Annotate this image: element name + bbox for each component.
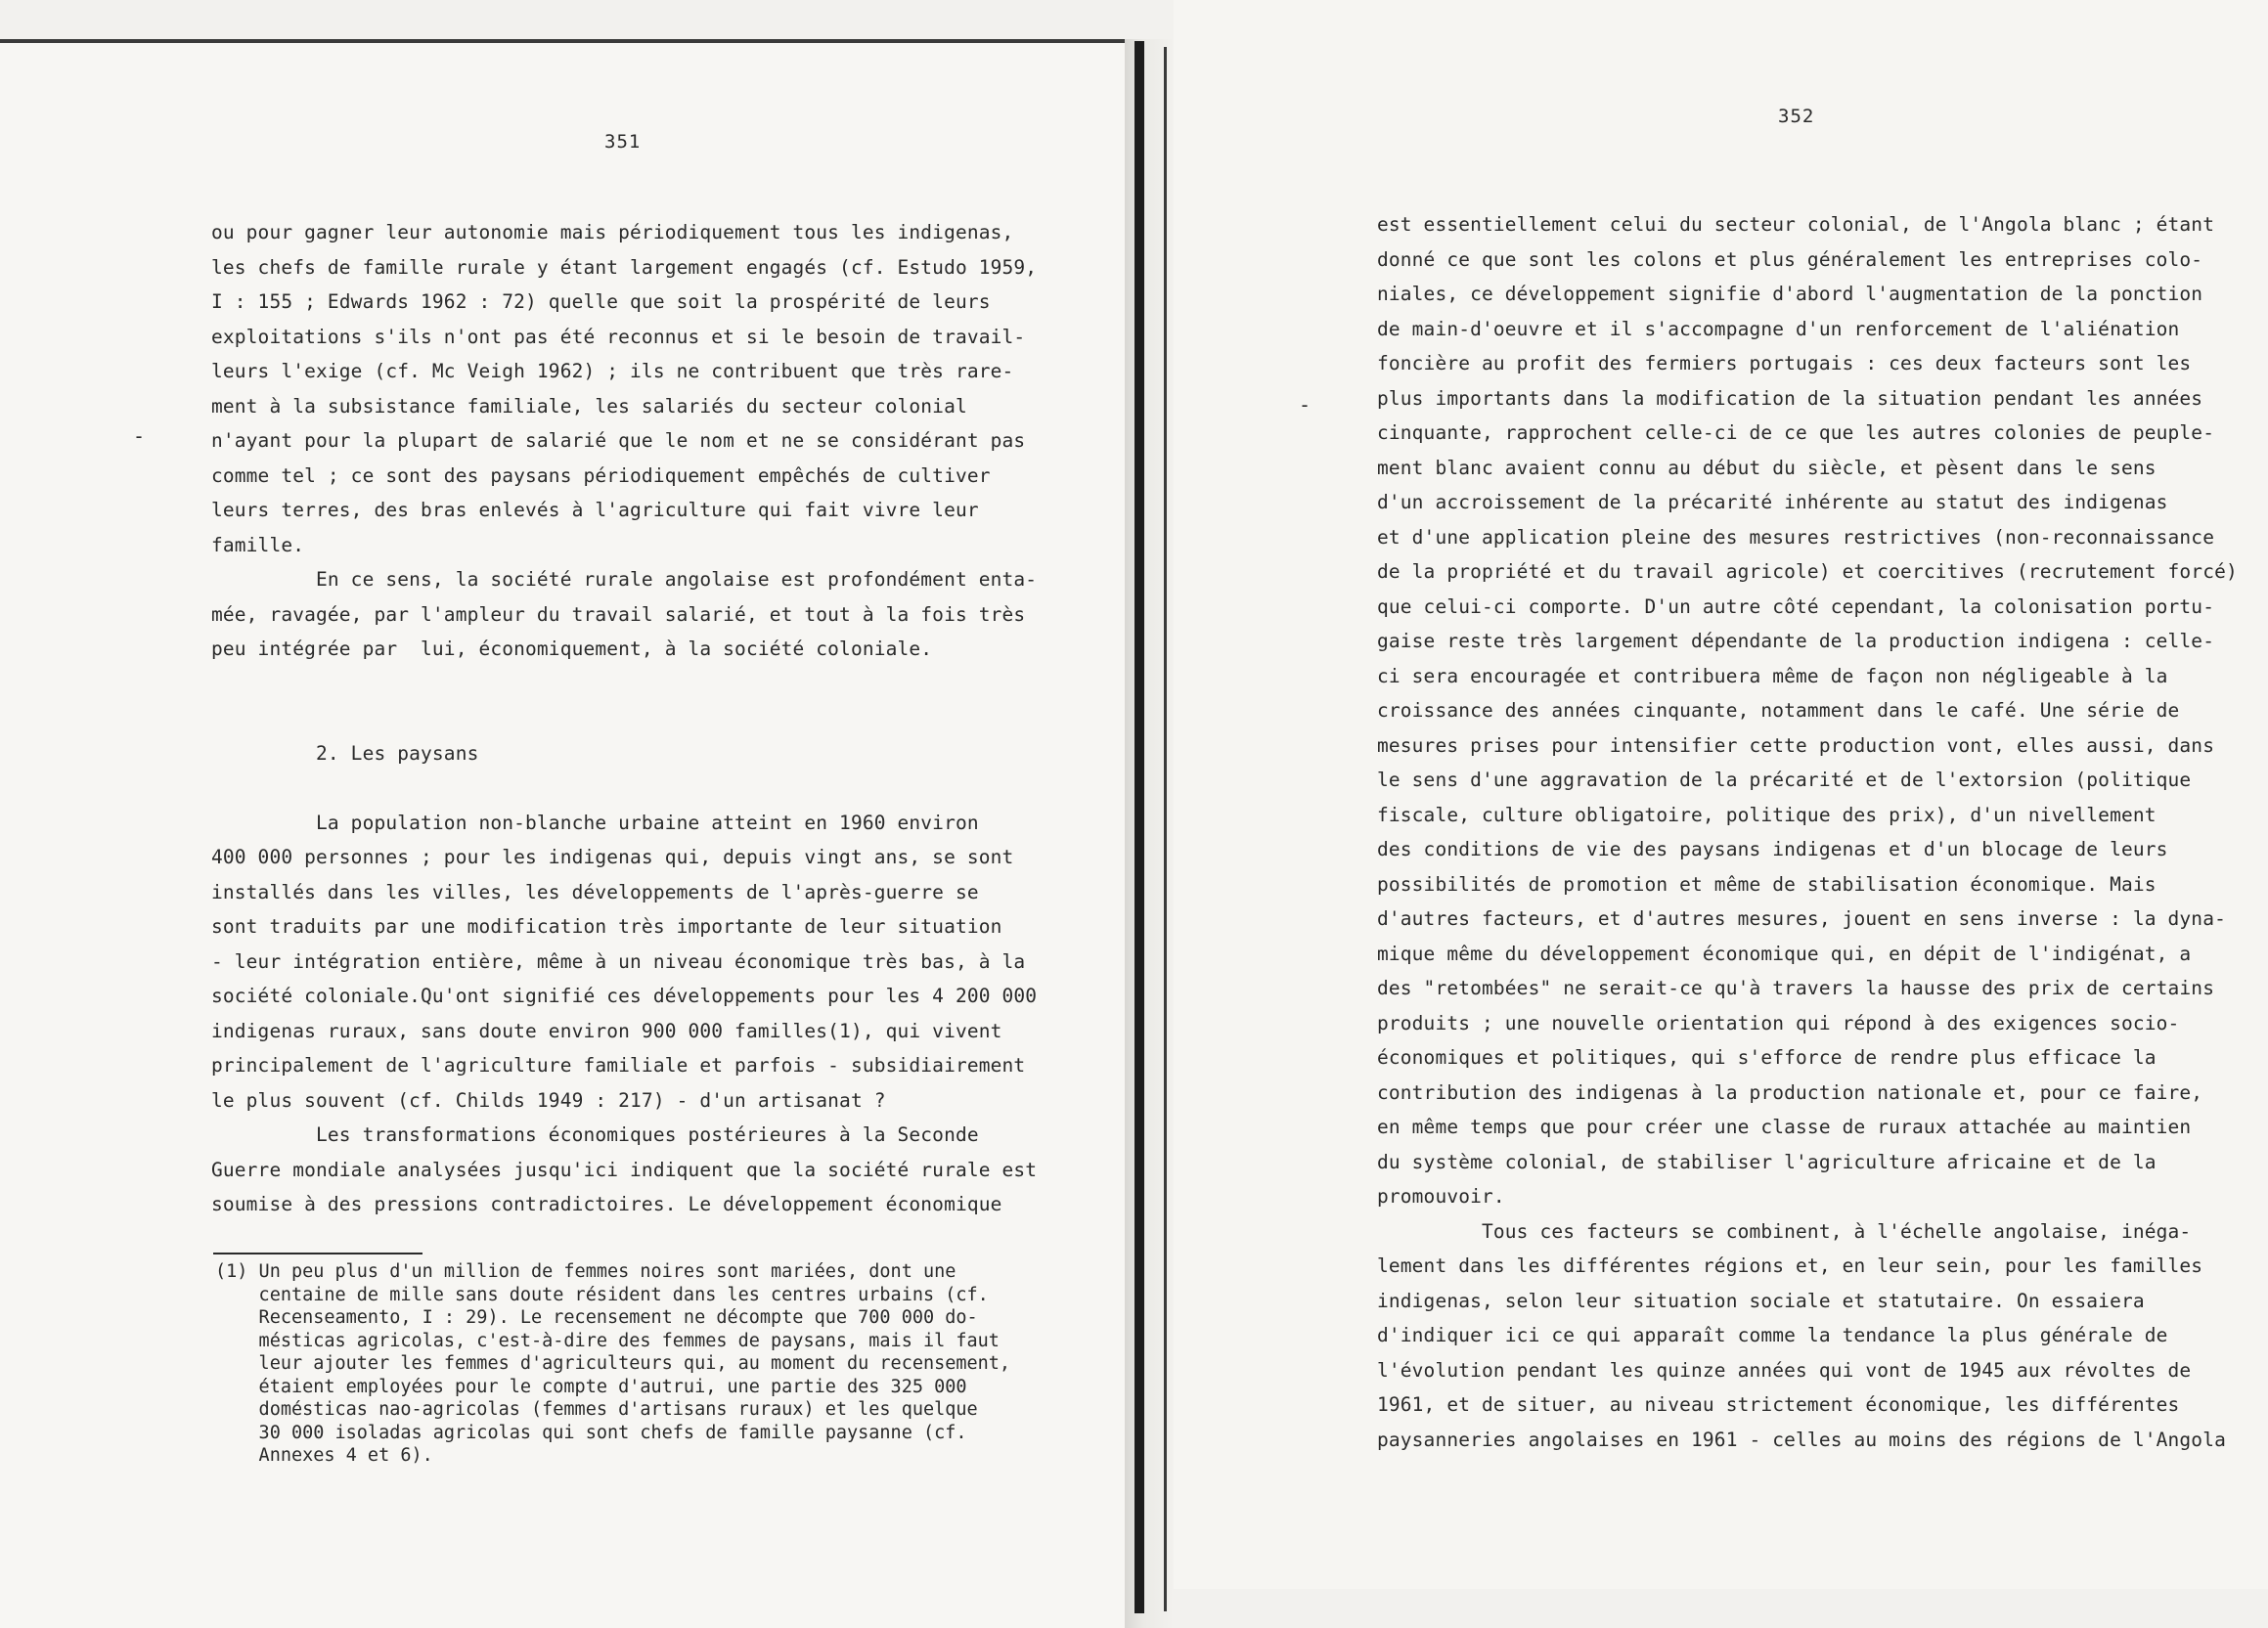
text-line: et d'une application pleine des mesures restrictives (non-reconnaissance	[1377, 525, 2215, 549]
text-line	[211, 770, 1037, 806]
text-line: Tous ces facteurs se combinent, à l'échelle angolaise, inéga-	[1377, 1219, 2192, 1243]
text-line: soumise à des pressions contradictoires. Le développement économique	[211, 1193, 1002, 1215]
text-line: produits ; une nouvelle orientation qui répond à des exigences socio-	[1377, 1011, 2180, 1034]
text-line: que celui-ci comporte. D'un autre côté cependant, la colonisation portu-	[1377, 594, 2215, 618]
text-line: plus importants dans la modification de la situation pendant les années	[1377, 386, 2203, 410]
text-line: mésticas agricolas, c'est-à-dire des femmes de paysans, mais il faut	[215, 1330, 1000, 1351]
text-line: 400 000 personnes ; pour les indigenas qui, depuis vingt ans, se sont	[211, 846, 1014, 868]
text-line: du système colonial, de stabiliser l'agriculture africaine et de la	[1377, 1150, 2157, 1173]
text-line	[211, 667, 1037, 702]
text-line: leurs terres, des bras enlevés à l'agriculture qui fait vivre leur	[211, 499, 979, 521]
text-line: sont traduits par une modification très importante de leur situation	[211, 915, 1002, 938]
body-text	[211, 215, 1037, 1222]
text-line: Recenseamento, I : 29). Le recensement ne décompte que 700 000 do-	[215, 1307, 978, 1328]
text-line: famille.	[211, 533, 305, 556]
text-line: leur ajouter les femmes d'agriculteurs qui, au moment du recensement,	[215, 1353, 1011, 1374]
text-line: des conditions de vie des paysans indigenas et d'un blocage de leurs	[1377, 838, 2168, 860]
text-line: centaine de mille sans doute résident dans les centres urbains (cf.	[215, 1284, 989, 1305]
text-line: économiques et politiques, qui s'efforce de rendre plus efficace la	[1377, 1046, 2157, 1069]
text-line: Guerre mondiale analysées jusqu'ici indiquent que la société rurale est	[211, 1158, 1038, 1181]
text-line: ou pour gagner leur autonomie mais périodiquement tous les indigenas,	[211, 221, 1014, 243]
text-line: 30 000 isoladas agricolas qui sont chefs de famille paysanne (cf.	[215, 1422, 967, 1443]
text-line: niales, ce développement signifie d'abord l'augmentation de la ponction	[1377, 283, 2203, 305]
text-line: En ce sens, la société rurale angolaise est profondément enta-	[211, 568, 1038, 591]
text-line: 1961, et de situer, au niveau strictement économique, les différentes	[1377, 1393, 2180, 1416]
margin-mark: -	[133, 424, 146, 448]
text-line: Annexes 4 et 6).	[215, 1445, 433, 1466]
text-line: paysanneries angolaises en 1961 - celles au moins des régions de l'Angola	[1377, 1428, 2226, 1451]
text-line: mique même du développement économique qui, en dépit de l'indigénat, a	[1377, 942, 2192, 965]
text-line: promouvoir.	[1377, 1185, 1505, 1208]
text-line: ment à la subsistance familiale, les salariés du secteur colonial	[211, 394, 967, 418]
text-line: de main-d'oeuvre et il s'accompagne d'un renforcement de l'aliénation	[1377, 317, 2180, 340]
text-line: La population non-blanche urbaine atteint en 1960 environ	[211, 811, 979, 834]
text-line: l'évolution pendant les quinze années qui vont de 1945 aux révoltes de	[1377, 1358, 2192, 1382]
page-number: 352	[1778, 106, 1815, 127]
text-line: domésticas nao-agricolas (femmes d'artisans ruraux) et les quelque	[215, 1399, 978, 1420]
text-line: croissance des années cinquante, notamment dans le café. Une série de	[1377, 699, 2180, 722]
text-line: possibilités de promotion et même de stabilisation économique. Mais	[1377, 872, 2157, 896]
text-line: d'un accroissement de la précarité inhérente au statut des indigenas	[1377, 491, 2168, 513]
text-line: (1) Un peu plus d'un million de femmes noires sont mariées, dont une	[215, 1261, 956, 1282]
text-line: ci sera encouragée et contribuera même de façon non négligeable à la	[1377, 664, 2168, 687]
page-number: 351	[604, 131, 642, 153]
text-line: étaient employées pour le compte d'autrui, une partie des 325 000	[215, 1376, 967, 1397]
text-line: installés dans les villes, les développements de l'après-guerre se	[211, 880, 979, 903]
right-page	[1174, 0, 2268, 1589]
text-line: les chefs de famille rurale y étant largement engagés (cf. Estudo 1959,	[211, 255, 1038, 279]
text-line: des "retombées" ne serait-ce qu'à travers la hausse des prix de certains	[1377, 977, 2215, 999]
gutter-edge	[1164, 47, 1167, 1611]
body-text	[1377, 207, 2238, 1457]
text-line: peu intégrée par lui, économiquement, à la société coloniale.	[211, 638, 933, 660]
footnote	[215, 1260, 1010, 1468]
text-line: I : 155 ; Edwards 1962 : 72) quelle que soit la prospérité de leurs	[211, 290, 991, 313]
text-line: - leur intégration entière, même à un niveau économique très bas, à la	[211, 949, 1026, 973]
text-line: Les transformations économiques postérieures à la Seconde	[211, 1123, 979, 1146]
text-line: leurs l'exige (cf. Mc Veigh 1962) ; ils ne contribuent que très rare-	[211, 360, 1014, 382]
text-line: en même temps que pour créer une classe de ruraux attachée au maintien	[1377, 1116, 2192, 1138]
text-line: est essentiellement celui du secteur colonial, de l'Angola blanc ; étant	[1377, 213, 2215, 236]
text-line: cinquante, rapprochent celle-ci de ce que les autres colonies de peuple-	[1377, 421, 2215, 444]
text-line: lement dans les différentes régions et, en leur sein, pour les familles	[1377, 1254, 2203, 1277]
text-line	[211, 701, 1037, 736]
text-line: indigenas, selon leur situation sociale et statutaire. On essaiera	[1377, 1289, 2145, 1312]
text-line: foncière au profit des fermiers portugais : ces deux facteurs sont les	[1377, 352, 2192, 374]
text-line: indigenas ruraux, sans doute environ 900 000 familles(1), qui vivent	[211, 1019, 1002, 1042]
text-line: donné ce que sont les colons et plus généralement les entreprises colo-	[1377, 247, 2203, 271]
text-line: n'ayant pour la plupart de salarié que le nom et ne se considérant pas	[211, 429, 1026, 452]
text-line: 2. Les paysans	[211, 741, 479, 765]
text-line: le plus souvent (cf. Childs 1949 : 217) - d'un artisanat ?	[211, 1088, 886, 1112]
text-line: gaise reste très largement dépendante de la production indigena : celle-	[1377, 630, 2215, 652]
left-page	[0, 39, 1125, 1628]
text-line: d'indiquer ici ce qui apparaît comme la tendance la plus générale de	[1377, 1324, 2168, 1346]
text-line: exploitations s'ils n'ont pas été reconnus et si le besoin de travail-	[211, 325, 1026, 348]
text-line: fiscale, culture obligatoire, politique des prix), d'un nivellement	[1377, 803, 2157, 826]
text-line: de la propriété et du travail agricole) et coercitives (recrutement forcé)	[1377, 560, 2238, 583]
text-line: comme tel ; ce sont des paysans périodiquement empêchés de cultiver	[211, 463, 991, 487]
text-line: principalement de l'agriculture familiale et parfois - subsidiairement	[211, 1054, 1026, 1077]
margin-mark: -	[1299, 393, 1312, 417]
footnote-rule	[213, 1253, 422, 1254]
text-line: société coloniale.Qu'ont signifié ces développements pour les 4 200 000	[211, 985, 1038, 1007]
text-line: mesures prises pour intensifier cette production vont, elles aussi, dans	[1377, 733, 2215, 757]
text-line: ment blanc avaient connu au début du siècle, et pèsent dans le sens	[1377, 456, 2157, 479]
text-line: le sens d'une aggravation de la précarité et de l'extorsion (politique	[1377, 769, 2192, 791]
text-line: mée, ravagée, par l'ampleur du travail salarié, et tout à la fois très	[211, 602, 1026, 626]
text-line: contribution des indigenas à la production nationale et, pour ce faire,	[1377, 1080, 2203, 1104]
gutter-binding	[1134, 41, 1144, 1613]
text-line: d'autres facteurs, et d'autres mesures, jouent en sens inverse : la dyna-	[1377, 907, 2226, 930]
